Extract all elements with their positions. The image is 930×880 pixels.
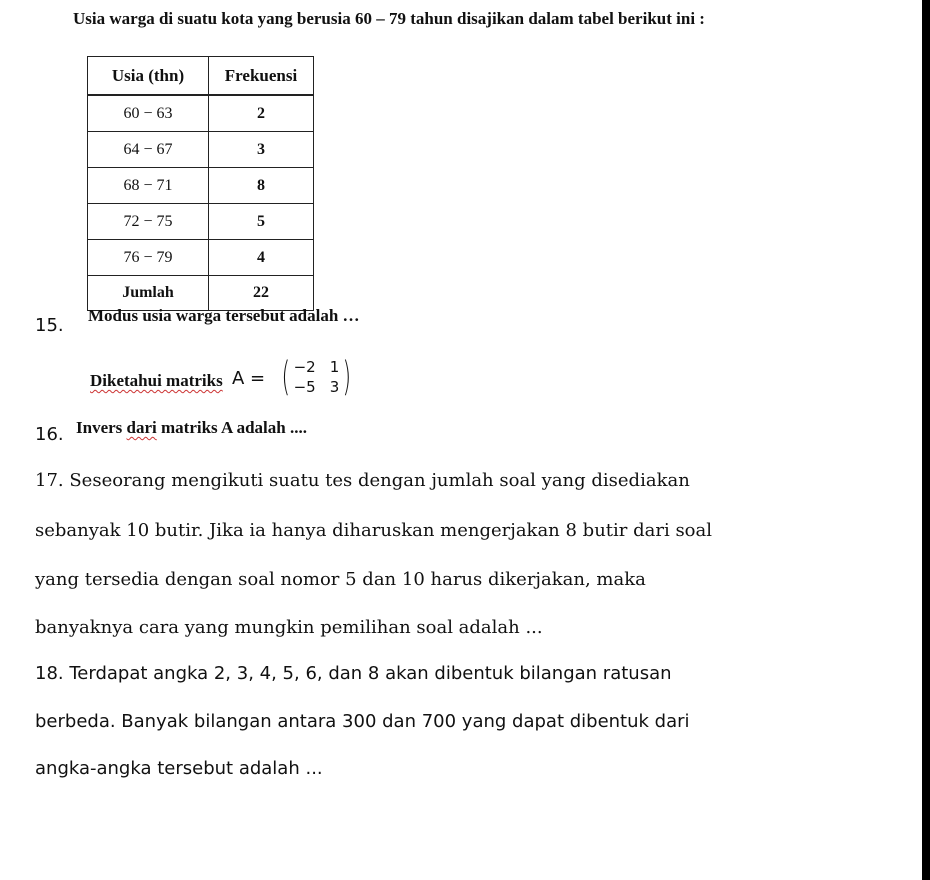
matrix-grid xyxy=(294,358,340,396)
intro-text: Usia warga di suatu kota yang berusia 60 – 79 tahun disajikan dalam tabel berikut ini : xyxy=(73,9,705,28)
q16-text xyxy=(76,418,307,438)
q15-number: 15. xyxy=(35,315,64,336)
q16-number: 16. xyxy=(35,424,64,445)
cell-frekuensi: 8 xyxy=(209,168,314,204)
q18-line: angka-angka tersebut adalah ... xyxy=(35,758,323,779)
matrix-cell: 3 xyxy=(329,378,340,396)
table-header-row xyxy=(88,57,314,96)
q17-line: sebanyak 10 butir. Jika ia hanya diharuskan mengerjakan 8 butir dari soal xyxy=(35,520,713,541)
q15-text: Modus usia warga tersebut adalah … xyxy=(88,306,360,325)
cell-frekuensi: 5 xyxy=(209,204,314,240)
cell-frekuensi: 4 xyxy=(209,240,314,276)
cell-usia: 72 − 75 xyxy=(88,204,209,240)
cell-usia: 60 − 63 xyxy=(88,95,209,132)
matrix-a xyxy=(278,354,355,400)
total-label: Jumlah xyxy=(88,276,209,311)
q16-text-c: matriks A adalah .... xyxy=(156,418,307,437)
q18-line: 18. Terdapat angka 2, 3, 4, 5, 6, dan 8 akan dibentuk bilangan ratusan xyxy=(35,663,672,684)
matrix-cell: −2 xyxy=(293,358,316,376)
table-row xyxy=(88,240,314,276)
q18-line: berbeda. Banyak bilangan antara 300 dan 700 yang dapat dibentuk dari xyxy=(35,711,690,732)
matrix-cell: −5 xyxy=(293,378,316,396)
cell-usia: 68 − 71 xyxy=(88,168,209,204)
cell-frekuensi: 3 xyxy=(209,132,314,168)
total-value: 22 xyxy=(209,276,314,311)
header-usia: Usia (thn) xyxy=(88,57,209,96)
matrix-cell: 1 xyxy=(329,358,340,376)
q16-intro: Diketahui matriks xyxy=(90,371,223,390)
header-frekuensi: Frekuensi xyxy=(209,57,314,96)
q17-line: banyaknya cara yang mungkin pemilihan soal adalah ... xyxy=(35,617,543,638)
frequency-table xyxy=(87,56,314,311)
q16-text-a: Invers xyxy=(76,418,127,437)
cell-usia: 64 − 67 xyxy=(88,132,209,168)
right-border xyxy=(922,0,930,880)
table-row xyxy=(88,132,314,168)
matrix-label: A = xyxy=(232,368,266,389)
cell-frekuensi: 2 xyxy=(209,95,314,132)
cell-usia: 76 − 79 xyxy=(88,240,209,276)
left-paren: ( xyxy=(281,354,291,400)
q17-line: 17. Seseorang mengikuti suatu tes dengan jumlah soal yang disediakan xyxy=(35,470,690,491)
table-row xyxy=(88,95,314,132)
table-row xyxy=(88,168,314,204)
table-row xyxy=(88,204,314,240)
right-paren: ) xyxy=(342,354,352,400)
q17-line: yang tersedia dengan soal nomor 5 dan 10 harus dikerjakan, maka xyxy=(35,569,646,590)
q16-text-b: dari xyxy=(126,418,157,437)
